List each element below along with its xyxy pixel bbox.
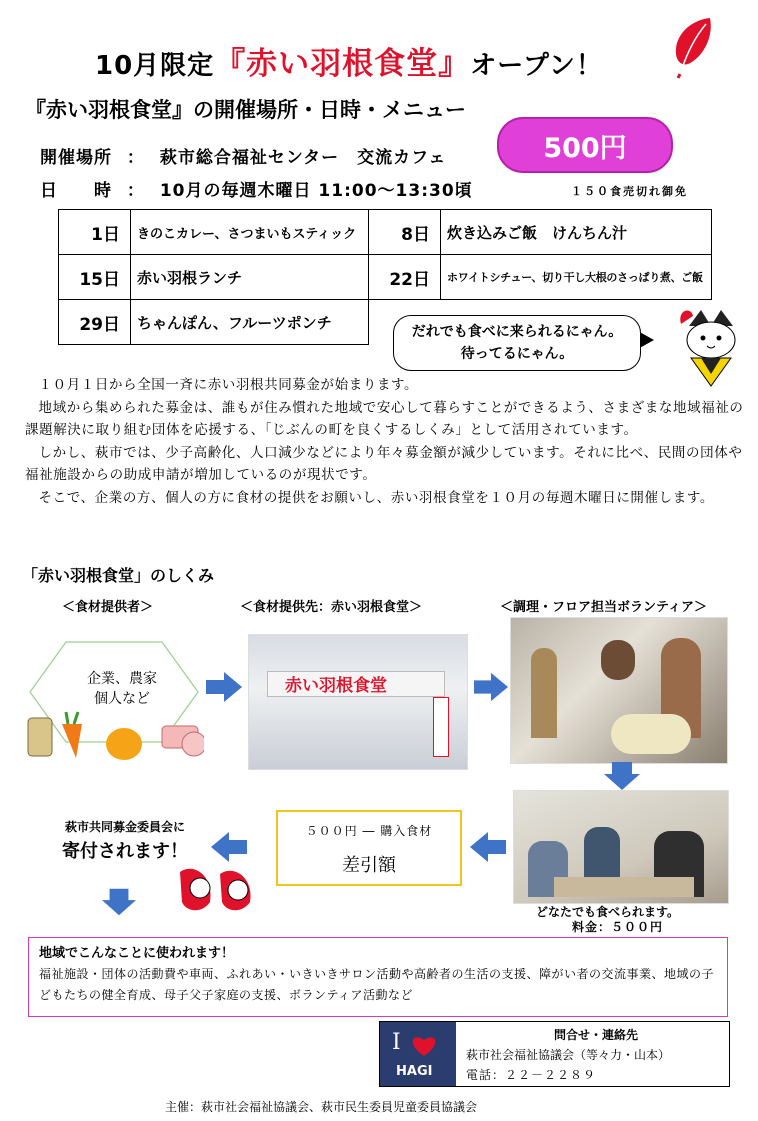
bubble-line2: 待ってるにゃん。 — [460, 346, 574, 362]
logo-top: I — [392, 1030, 401, 1055]
usage-box — [28, 937, 728, 1017]
title-name: 『赤い羽根食堂』 — [214, 46, 471, 82]
table-row — [59, 255, 712, 300]
mechanism-heading: 「赤い羽根食堂」のしくみ — [22, 566, 215, 585]
red-feather-icon — [666, 14, 722, 80]
table-row — [59, 210, 712, 255]
usage-text: 福祉施設・団体の活動費や車両、ふれあい・いきいきサロン活動や高齢者の生活の支援、障がい者の交流事業、地域の子どもたちの健全育成、母子父子家庭の支援、ボランティア活動など — [39, 967, 715, 1002]
menu-dish: ホワイトシチュー、切り干し大根のさっぱり煮、ご飯 — [441, 255, 712, 300]
menu-day: 8日 — [369, 210, 441, 255]
supplier-label: ＜食材提供者＞ — [62, 600, 154, 615]
calculation-box — [276, 810, 462, 886]
restaurant-sign-photo — [248, 634, 468, 770]
contact-phone: 電話：２２－２２８９ — [466, 1068, 597, 1082]
menu-day: 15日 — [59, 255, 131, 300]
usage-heading: 地域でこんなことに使われます！ — [39, 946, 235, 961]
body-text — [25, 374, 745, 510]
title-pre: 10月限定 — [95, 51, 215, 81]
menu-day: 1日 — [59, 210, 131, 255]
supplier-text-line1: 企業、農家 — [87, 671, 157, 687]
sold-out-note: １５０食売切れ御免 — [571, 185, 688, 198]
contact-heading: 問合せ・連絡先 — [553, 1028, 638, 1042]
anyone-line: どなたでも食べられます。 — [536, 905, 680, 919]
contact-box — [379, 1021, 730, 1087]
menu-dish: ちゃんぽん、フルーツポンチ — [131, 300, 369, 345]
logo-bottom: HAGI — [396, 1064, 433, 1079]
menu-dish: 炊き込みご飯 けんちん汁 — [441, 210, 712, 255]
venue-value: 萩市総合福祉センター 交流カフェ — [159, 148, 447, 168]
donation-line1: 萩市共同募金委員会に — [64, 820, 185, 834]
paragraph: そこで、企業の方、個人の方に食材の提供をお願いし、赤い羽根食堂を１０月の毎週木曜日に開催します。 — [38, 489, 714, 506]
arrow-down-icon — [102, 888, 136, 916]
menu-dish: 赤い羽根ランチ — [131, 255, 369, 300]
contact-org: 萩市社会福祉協議会（等々力・山本） — [466, 1048, 671, 1062]
date-value: 10月の毎週木曜日 11:00～13:30頃 — [159, 181, 473, 201]
arrow-right-icon — [474, 672, 508, 702]
section-heading-info: 『赤い羽根食堂』の開催場所・日時・メニュー — [25, 98, 466, 122]
i-love-hagi-logo — [380, 1022, 456, 1086]
date-label: 日 時 — [40, 181, 112, 201]
paragraph: 地域から集められた募金は、誰もが住み慣れた地域で安心して暮らすことができるよう、さまざまな地域福祉の課題解決に取り組む団体を応援する、「じぶんの町を良くするしくみ」として活用されています。 — [25, 399, 744, 439]
venue-label: 開催場所 — [40, 148, 112, 168]
supplier-text-line2: 個人など — [94, 691, 150, 707]
donation-line2: 寄付されます！ — [62, 841, 188, 862]
paragraph: しかし、萩市では、少子高齢化、人口減少などにより年々募金額が減少しています。それに比べ、民間の団体や福祉施設からの助成申請が増加しているのが現状です。 — [25, 444, 743, 484]
bubble-line1: だれでも食べに来られるにゃん。 — [411, 324, 623, 340]
sign-text: 赤い羽根食堂 — [285, 676, 387, 696]
title-post: オープン！ — [470, 51, 603, 81]
menu-dish: きのこカレー、さつまいもスティック — [131, 210, 369, 255]
price-badge: 500円 — [497, 117, 673, 173]
menu-day: 29日 — [59, 300, 131, 345]
arrow-right-icon — [206, 672, 242, 702]
fee-line: 料金：５００円 — [572, 920, 664, 934]
heart-icon — [410, 1032, 438, 1058]
donation-text — [30, 818, 220, 863]
paragraph: １０月１日から全国一斉に赤い羽根共同募金が始まります。 — [38, 377, 419, 393]
arrow-down-icon — [604, 762, 640, 790]
calc-result: 差引額 — [342, 855, 396, 876]
speech-bubble — [393, 315, 641, 371]
venue-row: 開催場所 ： 萩市総合福祉センター 交流カフェ — [40, 148, 447, 168]
volunteer-label: ＜調理・フロア担当ボランティア＞ — [500, 600, 707, 615]
date-row: 日 時 ： 10月の毎週木曜日 11:00～13:30頃 — [40, 181, 473, 201]
menu-day: 22日 — [369, 255, 441, 300]
arrow-left-icon — [470, 832, 506, 862]
volunteers-photo — [510, 617, 728, 764]
recipient-label: ＜食材提供先：赤い羽根食堂＞ — [240, 600, 423, 615]
footer-sponsors: 主催：萩市社会福祉協議会、萩市民生委員児童委員協議会 — [165, 1100, 478, 1114]
diners-photo — [513, 790, 729, 904]
supplier-text — [82, 668, 162, 708]
red-feather-mascots-icon — [176, 862, 258, 916]
page-title — [95, 38, 603, 83]
calc-line: ５００円 ― 購入食材 — [305, 824, 433, 838]
